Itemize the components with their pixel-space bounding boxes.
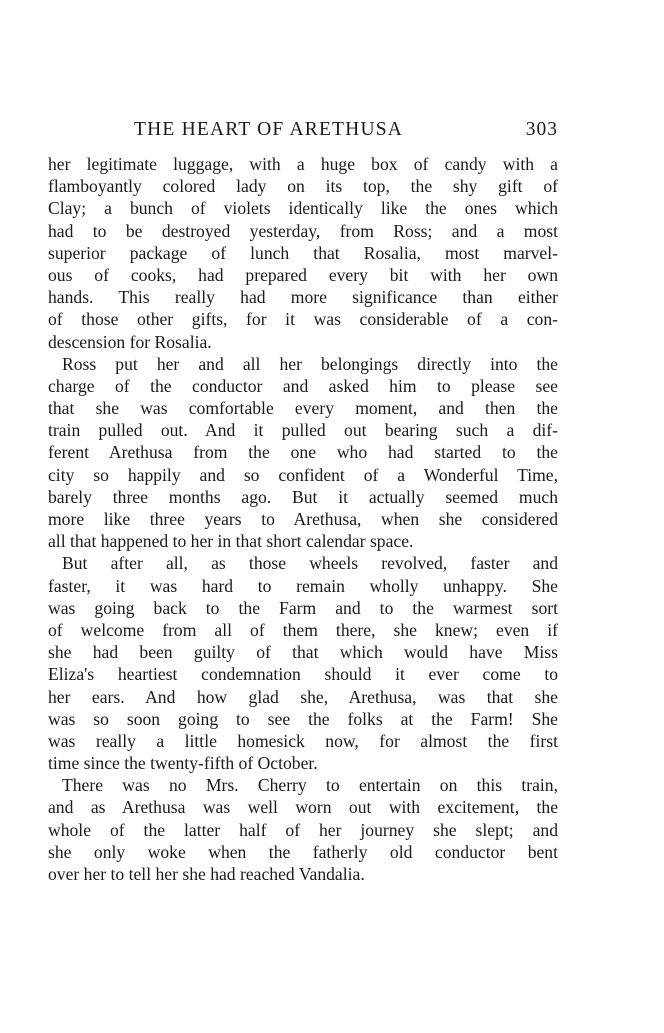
text-line: descension for Rosalia.: [48, 331, 212, 352]
text-line: of welcome from all of them there, she knew; even if: [48, 619, 558, 640]
book-page: [48, 0, 558, 1033]
body-text: [48, 153, 558, 885]
text-line: was really a little homesick now, for almost the first: [48, 730, 558, 751]
page-number: 303: [525, 119, 558, 140]
text-line: ferent Arethusa from the one who had started to the: [48, 442, 558, 463]
text-line: was going back to the Farm and to the warmest sort: [48, 597, 558, 618]
text-line: Ross put her and all her belongings directly into the: [62, 353, 558, 374]
text-line: barely three months ago. But it actually seemed much: [48, 486, 558, 507]
text-line: her ears. And how glad she, Arethusa, was that she: [48, 686, 558, 707]
text-line: that she was comfortable every moment, and then the: [48, 398, 558, 419]
text-line: But after all, as those wheels revolved, faster and: [62, 553, 558, 574]
text-line: had to be destroyed yesterday, from Ross; and a most: [48, 220, 558, 241]
text-line: of those other gifts, for it was considerable of a con-: [48, 309, 558, 330]
text-line: she had been guilty of that which would have Miss: [48, 642, 558, 663]
text-line: city so happily and so confident of a Wonderful Time,: [48, 464, 558, 485]
text-line: time since the twenty-fifth of October.: [48, 753, 318, 774]
text-line: There was no Mrs. Cherry to entertain on this train,: [62, 775, 558, 796]
text-line: train pulled out. And it pulled out bearing such a dif-: [48, 420, 558, 441]
text-line: all that happened to her in that short calendar space.: [48, 531, 414, 552]
text-line: her legitimate luggage, with a huge box of candy with a: [48, 154, 558, 174]
text-line: faster, it was hard to remain wholly unhappy. She: [48, 575, 558, 596]
text-line: ous of cooks, had prepared every bit with her own: [48, 264, 558, 285]
text-line: whole of the latter half of her journey she slept; and: [48, 819, 558, 840]
running-head-title: THE HEART OF ARETHUSA: [134, 119, 404, 140]
text-line: flamboyantly colored lady on its top, the shy gift of: [48, 176, 558, 197]
text-line: hands. This really had more significance than either: [48, 287, 558, 308]
text-line: and as Arethusa was well worn out with excitement, the: [48, 797, 558, 818]
text-line: superior package of lunch that Rosalia, most marvel-: [48, 242, 558, 263]
text-line: Eliza's heartiest condemnation should it ever come to: [48, 664, 558, 685]
text-line: was so soon going to see the folks at the Farm! She: [48, 708, 558, 729]
text-line: more like three years to Arethusa, when she considered: [48, 509, 558, 529]
text-line: charge of the conductor and asked him to please see: [48, 375, 558, 396]
text-line: over her to tell her she had reached Vandalia.: [48, 864, 365, 884]
running-head: [48, 117, 558, 143]
text-line: she only woke when the fatherly old conductor bent: [48, 841, 558, 862]
text-line: Clay; a bunch of violets identically like the ones which: [48, 198, 558, 219]
